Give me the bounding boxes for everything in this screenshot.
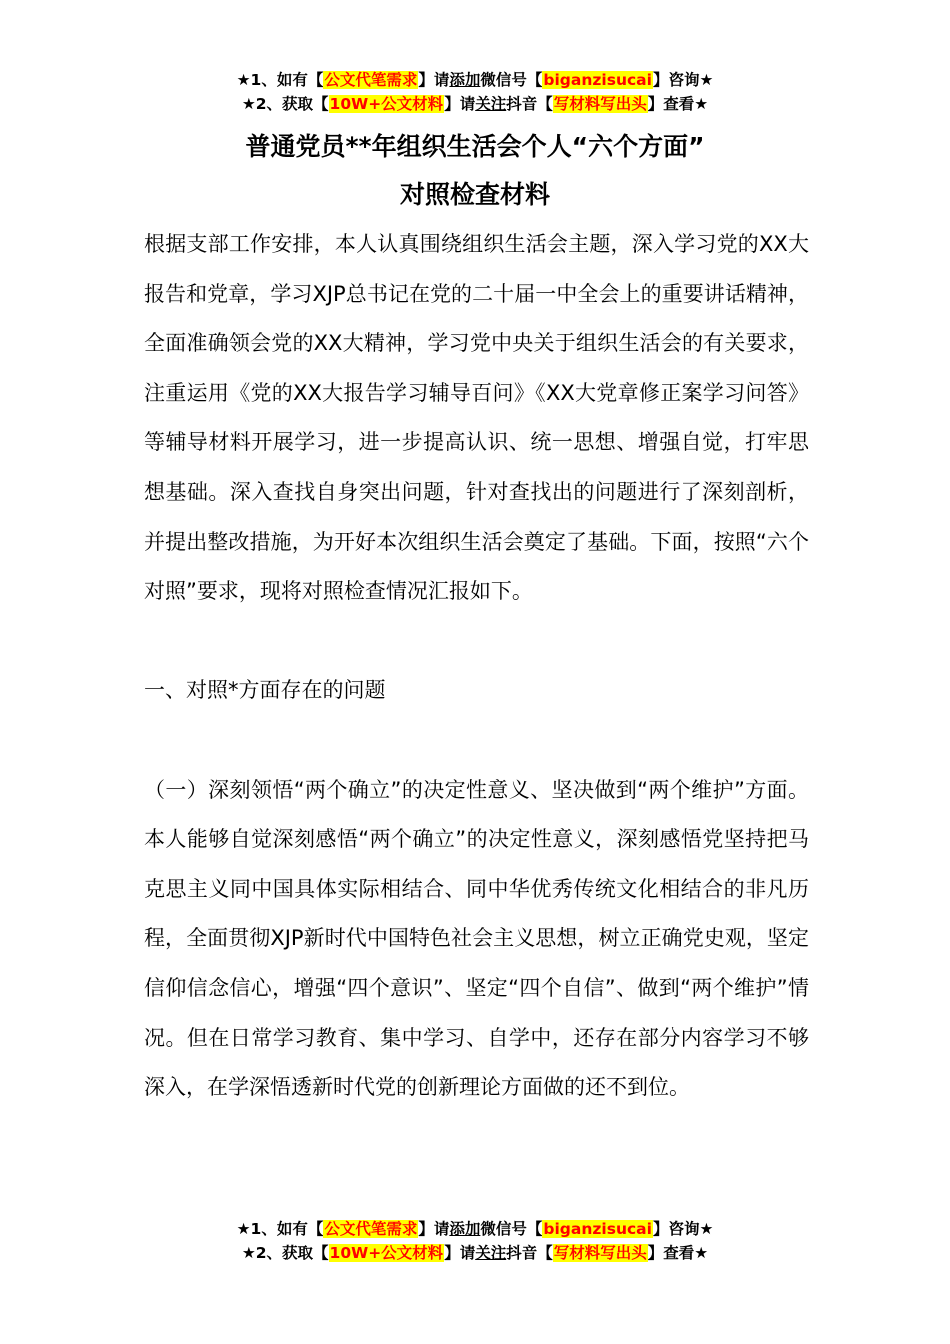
section-item-paragraph: （一）深刻领悟“两个确立”的决定性意义、坚决做到“两个维护”方面。本人能够自觉深刻感悟“两个确立”的决定性意义，深刻感悟党坚持把马克思主义同中国具体实际相结合、同中华优秀传统文化相结合的非凡历程，全面贯彻XJP新时代中国特色社会主义思想，树立正确党史观，坚定信仰信念信心，增强“四个意识”、坚定“四个自信”、做到“两个维护”情况。但在日常学习教育、集中学习、自学中，还存在部分内容学习不够深入，在学深悟透新时代党的创新理论方面做的还不到位。 [144,777,809,1100]
section-heading: 一、对照*方面存在的问题 [144,678,386,703]
promo-banner-bottom [0,1217,950,1265]
promo-line-1: ★1、如有【公文代笔需求】请添加微信号【biganzisucai】咨询★ [236,71,714,89]
highlight-materials: 10W+公文材料 [329,1244,444,1262]
paragraph-spacer [144,716,809,766]
highlight-douyin-account: 写材料写出头 [553,1244,647,1262]
promo-line-2: ★2、获取【10W+公文材料】请关注抖音【写材料写出头】查看★ [241,95,709,113]
promo-banner-top [0,68,950,116]
document-body [144,220,809,1113]
promo-line-1: ★1、如有【公文代笔需求】请添加微信号【biganzisucai】咨询★ [236,1220,714,1238]
promo-line-2: ★2、获取【10W+公文材料】请关注抖音【写材料写出头】查看★ [241,1244,709,1262]
highlight-douyin-account: 写材料写出头 [553,95,647,113]
highlight-wechat-id: biganzisucai [543,71,652,89]
highlight-service: 公文代笔需求 [324,71,418,89]
highlight-service: 公文代笔需求 [324,1220,418,1238]
document-title-line-1: 普通党员**年组织生活会个人“六个方面” [245,132,705,161]
intro-paragraph: 根据支部工作安排，本人认真围绕组织生活会主题，深入学习党的XX大报告和党章，学习XJP总书记在党的二十届一中全会上的重要讲话精神，全面准确领会党的XX大精神，学习党中央关于组织生活会的有关要求，注重运用《党的XX大报告学习辅导百问》《XX大党章修正案学习问答》等辅导材料开展学习，进一步提高认识、统一思想、增强自觉，打牢思想基础。深入查找自身突出问题，针对查找出的问题进行了深刻剖析，并提出整改措施，为开好本次组织生活会奠定了基础。下面，按照“六个对照”要求，现将对照检查情况汇报如下。 [144,232,809,604]
document-title-line-2: 对照检查材料 [399,180,550,209]
paragraph-spacer [144,617,809,667]
highlight-materials: 10W+公文材料 [329,95,444,113]
highlight-wechat-id: biganzisucai [543,1220,652,1238]
